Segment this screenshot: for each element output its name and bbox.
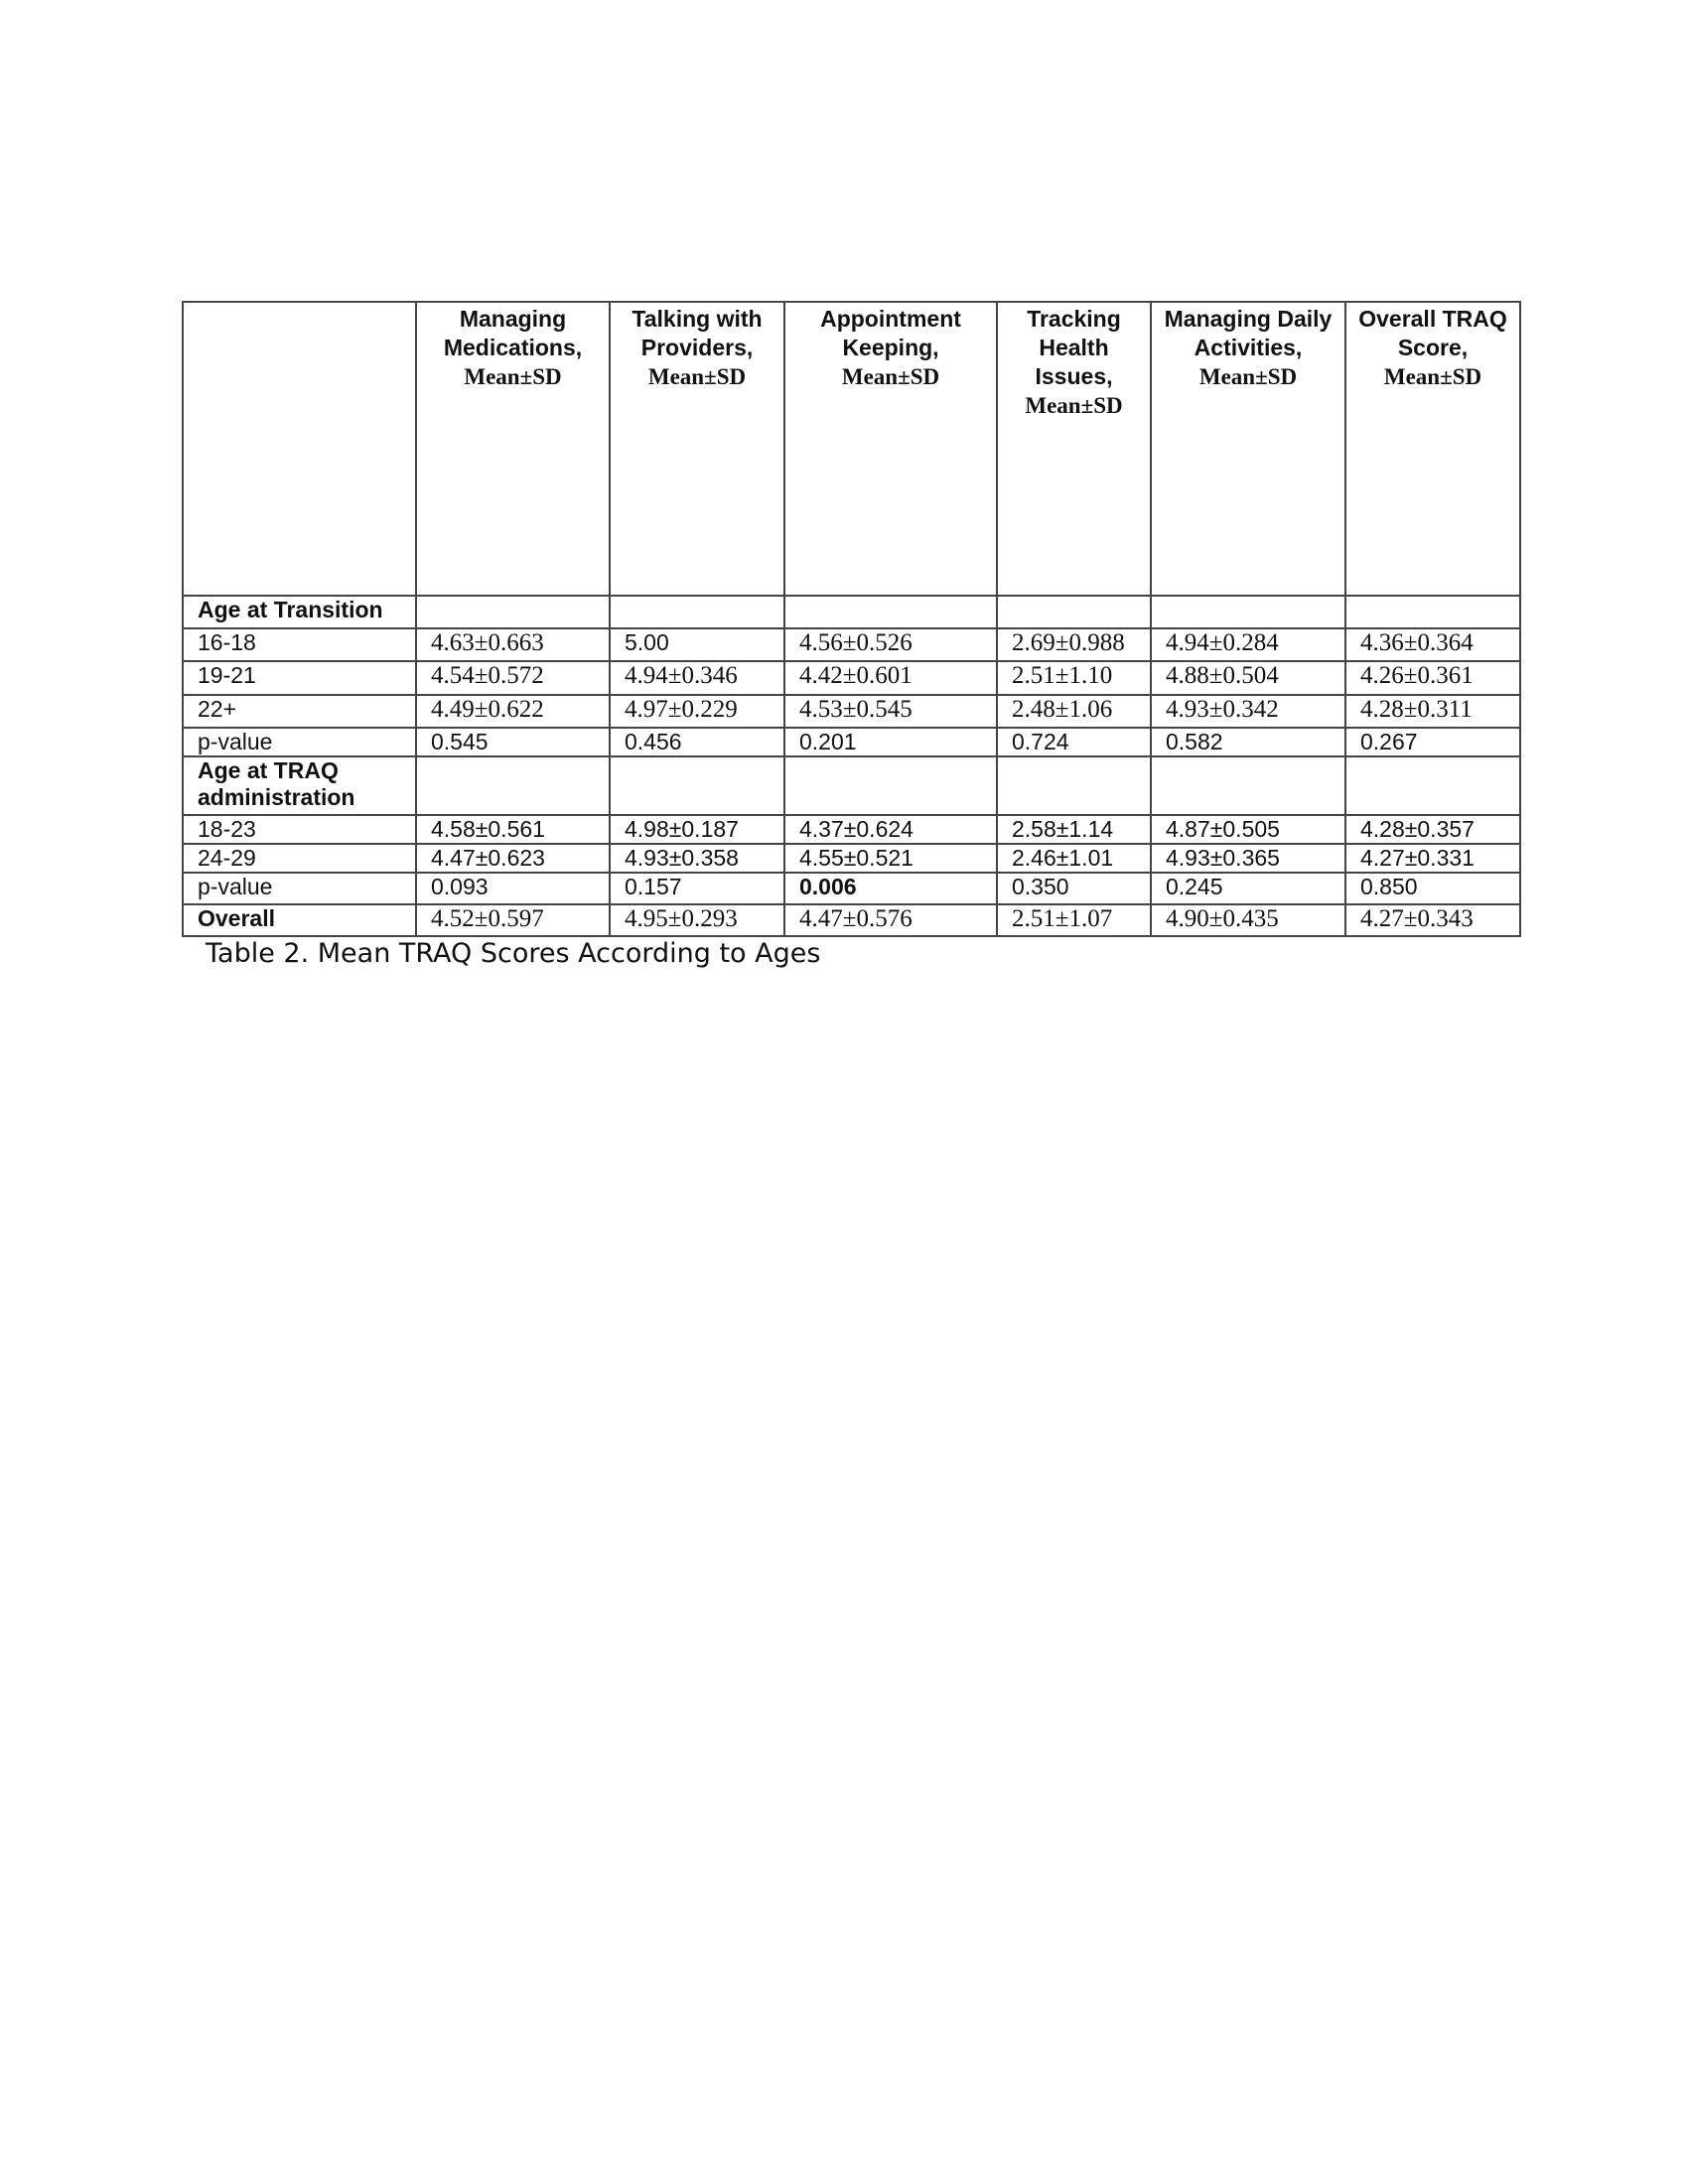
row-label: 16-18 — [183, 628, 416, 661]
table-cell: 4.26±0.361 — [1345, 661, 1520, 695]
row-label: p-value — [183, 873, 416, 904]
table-cell: 0.350 — [997, 873, 1151, 904]
column-header-stat: Mean±SD — [1383, 364, 1482, 389]
table-cell: 4.87±0.505 — [1151, 815, 1345, 844]
table-row — [183, 904, 1520, 936]
table-cell: 4.27±0.331 — [1345, 844, 1520, 873]
table-cell: 4.27±0.343 — [1345, 904, 1520, 936]
row-label: Overall — [183, 904, 416, 936]
row-label: Age at Transition — [183, 596, 416, 628]
column-header-label: Talking with Providers, — [632, 306, 763, 360]
row-label: 24-29 — [183, 844, 416, 873]
table-cell — [416, 756, 610, 815]
column-header — [997, 302, 1151, 596]
table-caption: Table 2. Mean TRAQ Scores According to Ages — [206, 938, 821, 969]
table-cell: 0.582 — [1151, 728, 1345, 756]
table-cell: 2.51±1.10 — [997, 661, 1151, 695]
row-label: p-value — [183, 728, 416, 756]
table-cell: 2.51±1.07 — [997, 904, 1151, 936]
column-header — [183, 302, 416, 596]
table-cell: 4.90±0.435 — [1151, 904, 1345, 936]
table-cell: 0.157 — [610, 873, 784, 904]
row-label: 22+ — [183, 695, 416, 728]
column-header — [1151, 302, 1345, 596]
column-header-stat: Mean±SD — [1025, 393, 1123, 418]
table-cell — [610, 756, 784, 815]
table-row — [183, 873, 1520, 904]
table-cell: 4.95±0.293 — [610, 904, 784, 936]
table-cell — [1151, 756, 1345, 815]
table-cell — [1151, 596, 1345, 628]
table-cell: 2.48±1.06 — [997, 695, 1151, 728]
table-cell: 0.456 — [610, 728, 784, 756]
table-cell: 4.49±0.622 — [416, 695, 610, 728]
table-cell: 4.88±0.504 — [1151, 661, 1345, 695]
table-cell: 4.94±0.284 — [1151, 628, 1345, 661]
table-row — [183, 695, 1520, 728]
table-cell: 2.69±0.988 — [997, 628, 1151, 661]
table-cell — [997, 596, 1151, 628]
table-cell: 4.47±0.576 — [784, 904, 997, 936]
table-cell: 4.97±0.229 — [610, 695, 784, 728]
table-cell: 4.94±0.346 — [610, 661, 784, 695]
table-cell — [1345, 596, 1520, 628]
table-cell: 4.58±0.561 — [416, 815, 610, 844]
table-cell: 4.28±0.311 — [1345, 695, 1520, 728]
table-row — [183, 628, 1520, 661]
column-header-stat: Mean±SD — [841, 364, 940, 389]
traq-scores-table — [182, 301, 1521, 937]
column-header — [610, 302, 784, 596]
table-row — [183, 728, 1520, 756]
column-header-label: Managing Medications, — [443, 306, 583, 360]
table-cell: 4.53±0.545 — [784, 695, 997, 728]
table-cell: 0.850 — [1345, 873, 1520, 904]
table-cell: 4.47±0.623 — [416, 844, 610, 873]
table-cell — [784, 756, 997, 815]
column-header-label: Managing Daily Activities, — [1164, 306, 1333, 360]
table-row — [183, 815, 1520, 844]
table-cell — [610, 596, 784, 628]
table-row — [183, 661, 1520, 695]
table-cell — [1345, 756, 1520, 815]
table-cell: 4.52±0.597 — [416, 904, 610, 936]
table-cell: 4.28±0.357 — [1345, 815, 1520, 844]
column-header-label: Overall TRAQ Score, — [1358, 306, 1507, 360]
table-cell: 4.42±0.601 — [784, 661, 997, 695]
table-cell: 0.245 — [1151, 873, 1345, 904]
table-cell: 4.36±0.364 — [1345, 628, 1520, 661]
row-label: 19-21 — [183, 661, 416, 695]
column-header-stat: Mean±SD — [647, 364, 747, 389]
table-cell: 4.93±0.342 — [1151, 695, 1345, 728]
table-cell: 5.00 — [610, 628, 784, 661]
table-cell: 2.46±1.01 — [997, 844, 1151, 873]
section-row — [183, 756, 1520, 815]
column-header — [1345, 302, 1520, 596]
column-header-stat: Mean±SD — [1198, 364, 1298, 389]
table-cell: 0.267 — [1345, 728, 1520, 756]
table-cell: 4.93±0.365 — [1151, 844, 1345, 873]
table-cell: 4.63±0.663 — [416, 628, 610, 661]
table-cell: 2.58±1.14 — [997, 815, 1151, 844]
table-cell: 0.093 — [416, 873, 610, 904]
table-cell — [416, 596, 610, 628]
row-label: 18-23 — [183, 815, 416, 844]
column-header-label: Appointment Keeping, — [820, 306, 961, 360]
table-cell: 4.93±0.358 — [610, 844, 784, 873]
table-cell: 4.98±0.187 — [610, 815, 784, 844]
table-cell: 0.201 — [784, 728, 997, 756]
table-row — [183, 844, 1520, 873]
table-cell: 0.545 — [416, 728, 610, 756]
table-cell: 4.55±0.521 — [784, 844, 997, 873]
table-cell: 4.54±0.572 — [416, 661, 610, 695]
column-header-label: Tracking Health Issues, — [1027, 306, 1121, 389]
column-header-stat: Mean±SD — [464, 364, 562, 389]
table-cell — [997, 756, 1151, 815]
table-cell — [784, 596, 997, 628]
section-row — [183, 596, 1520, 628]
column-header — [784, 302, 997, 596]
table-cell: 0.006 — [784, 873, 997, 904]
row-label: Age at TRAQ administration — [183, 756, 416, 815]
table-cell: 4.56±0.526 — [784, 628, 997, 661]
header-row — [183, 302, 1520, 596]
table-cell: 4.37±0.624 — [784, 815, 997, 844]
table-cell: 0.724 — [997, 728, 1151, 756]
column-header — [416, 302, 610, 596]
